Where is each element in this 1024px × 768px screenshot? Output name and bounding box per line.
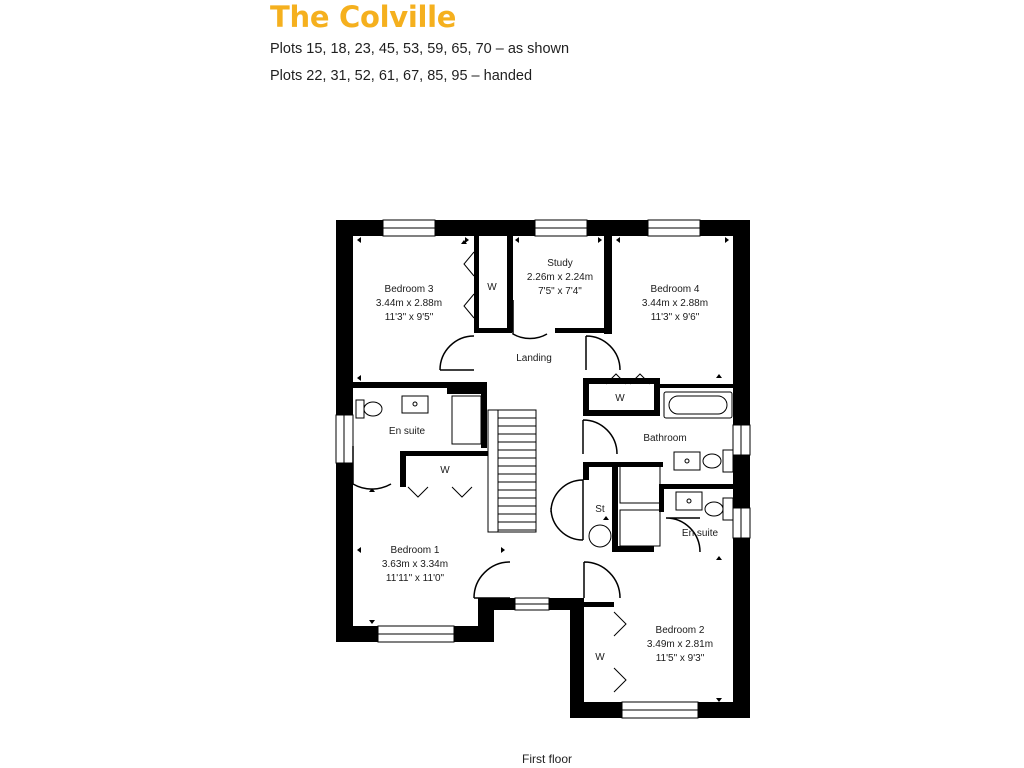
b3-wardrobe-wall (474, 236, 479, 332)
study-imperial: 7'5" x 7'4" (538, 286, 582, 297)
ensuite2-wall-top (659, 484, 735, 489)
bedroom3-imperial: 11'3" x 9'5" (384, 312, 434, 323)
ensuite2-toilet-bowl (705, 502, 723, 516)
bath-wardrobe-left (583, 378, 589, 414)
bath-wall-top (654, 384, 734, 388)
b1-wardrobe-label: W (440, 465, 450, 476)
bath-wardrobe-bottom (583, 410, 660, 416)
ensuite1-cistern (356, 400, 364, 418)
study-name: Study (547, 258, 573, 269)
study-wall-bottom (555, 328, 612, 333)
ensuite2-cistern (723, 498, 733, 520)
study-wall-right (604, 236, 612, 334)
bedroom3-name: Bedroom 3 (384, 284, 434, 295)
plots-handed: Plots 22, 31, 52, 61, 67, 85, 95 – handed (270, 68, 533, 84)
ensuite1-basin (402, 396, 428, 413)
hot-water-cylinder (589, 525, 611, 547)
bedroom4-metric: 3.44m x 2.88m (641, 298, 709, 309)
fixtures (356, 392, 733, 547)
ensuite1-label: En suite (388, 426, 426, 437)
ensuite1-shower (452, 396, 481, 444)
b1-wardrobe-left (400, 451, 406, 487)
ensuite1-toilet-bowl (364, 402, 382, 416)
bedroom3-metric: 3.44m x 2.88m (375, 298, 443, 309)
bath-wardrobe-label: W (615, 393, 625, 404)
bedroom2-imperial: 11'5" x 9'3" (655, 653, 705, 664)
bath-wardrobe-right (654, 378, 660, 416)
bedroom4-imperial: 11'3" x 9'6" (650, 312, 700, 323)
b2-wardrobe-label: W (595, 652, 605, 663)
bedroom4-name: Bedroom 4 (650, 284, 700, 295)
bedroom1-metric: 3.63m x 3.34m (381, 559, 449, 570)
bathroom-basin (674, 452, 700, 470)
bedroom1-imperial: 11'11" x 11'0" (385, 573, 445, 584)
floor-caption: First floor (521, 752, 572, 766)
bathroom-cistern (723, 450, 733, 472)
ensuite2-basin (676, 492, 702, 510)
ensuite2-label: En suite (681, 528, 719, 539)
outer-wall-bedroom2-left (570, 598, 584, 718)
store-label: St (595, 504, 605, 515)
house-type-title: The Colville (270, 0, 457, 34)
ensuite1-wall-right (481, 382, 487, 448)
bedroom2-metric: 3.49m x 2.81m (646, 639, 714, 650)
b3-wardrobe-label: W (487, 282, 497, 293)
study-wall-left (507, 236, 513, 332)
ensuite2-shower (620, 510, 660, 546)
bathroom-toilet-bowl (703, 454, 721, 468)
store-wall-right (612, 462, 618, 552)
landing-label: Landing (516, 353, 552, 364)
bathroom-label: Bathroom (643, 433, 687, 444)
outer-wall-right (733, 220, 750, 718)
study-metric: 2.26m x 2.24m (526, 272, 594, 283)
b1-wardrobe-top (400, 451, 488, 456)
staircase (488, 410, 536, 532)
plots-as-shown: Plots 15, 18, 23, 45, 53, 59, 65, 70 – as shown (270, 41, 570, 57)
store-wall-left-top (583, 462, 589, 480)
bathroom-shower (620, 466, 660, 503)
b2-wardrobe-top (584, 602, 614, 607)
bedroom1-name: Bedroom 1 (390, 545, 440, 556)
bedroom2-name: Bedroom 2 (655, 625, 705, 636)
b3-wardrobe-bottom (474, 328, 512, 333)
ensuite2-wall-bottom (612, 546, 654, 552)
